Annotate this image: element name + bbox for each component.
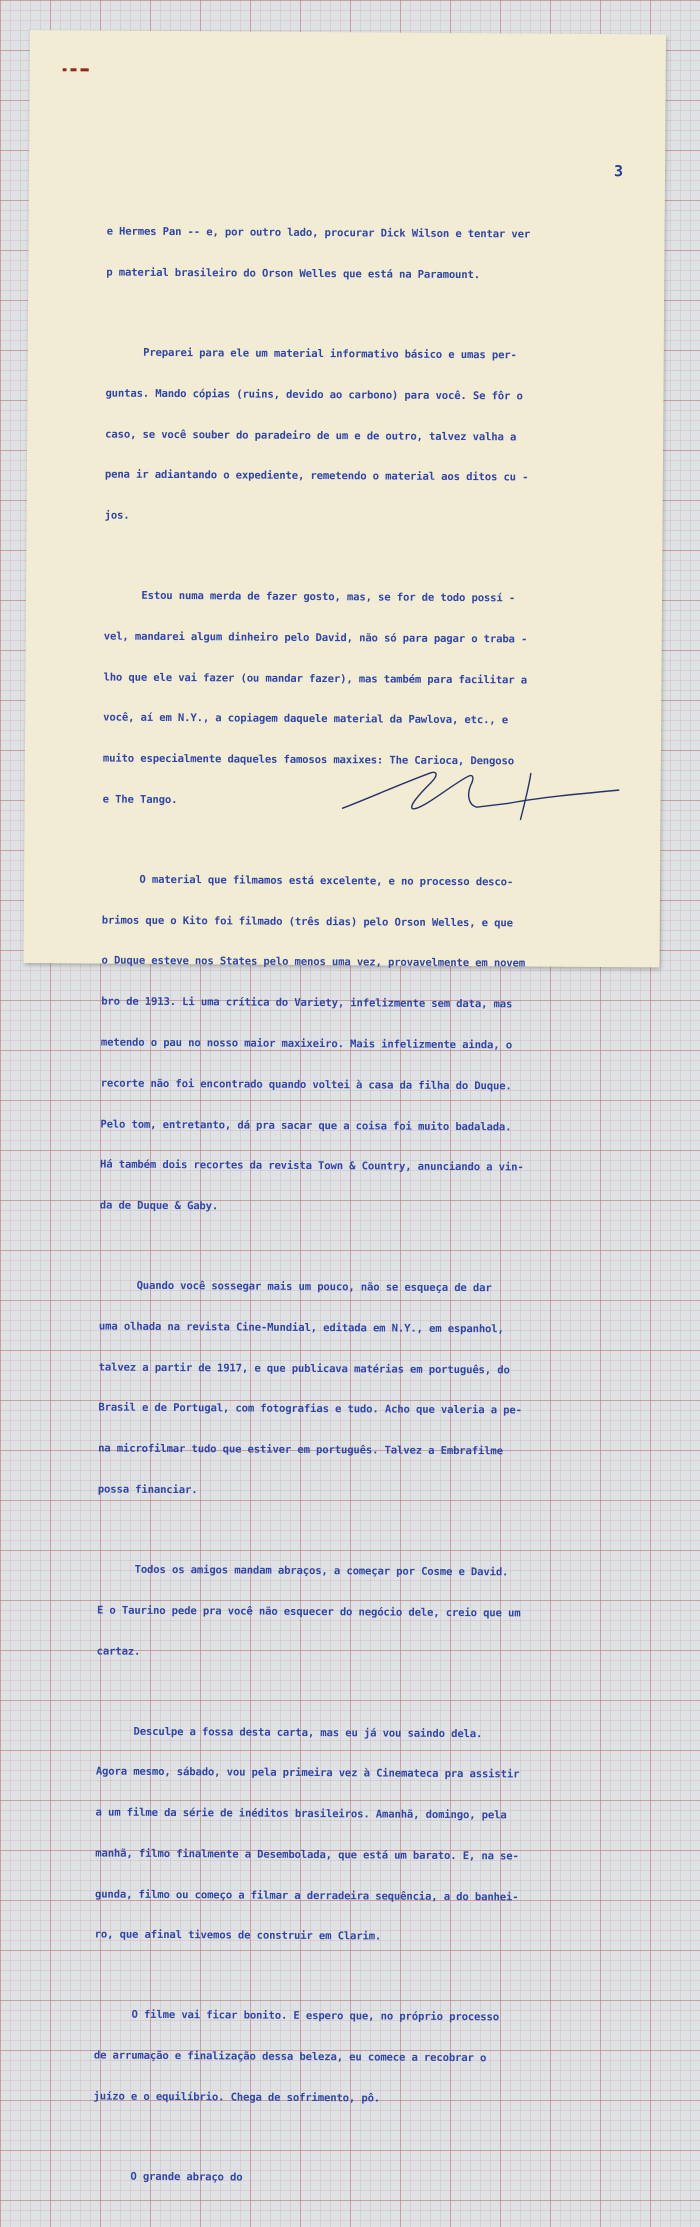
- closing: [93, 2143, 623, 2215]
- text-line: Estou numa merda de fazer gosto, mas, se for de todo possí -: [104, 589, 516, 605]
- text-line: p material brasileiro do Orson Welles que está na Paramount.: [106, 266, 481, 282]
- paragraph: [96, 1536, 627, 1689]
- paragraph: [94, 1698, 626, 1974]
- text-line: de arrumação e finalização dessa beleza, eu comece a recobrar o: [93, 2049, 487, 2065]
- paragraph: [98, 1252, 630, 1528]
- text-line: Quando você sossegar mais um pouco, não se esqueça de dar: [99, 1279, 492, 1295]
- text-line: e The Tango.: [102, 793, 178, 806]
- signature: [338, 762, 628, 824]
- text-line: Preparei para ele um material informativo básico e umas per-: [105, 346, 517, 362]
- paragraph: [106, 199, 637, 311]
- text-line: guntas. Mando cópias (ruins, devido ao carbono) para você. Se fôr o: [105, 387, 523, 403]
- text-line: Brasil e de Portugal, com fotografias e tudo. Acho que valeria a pe-: [98, 1401, 522, 1417]
- text-line: metendo o pau no nosso maior maxixeiro. Mais infelizmente ainda, o: [100, 1036, 513, 1052]
- text-line: talvez a partir de 1917, e que publicava matérias em português, do: [98, 1361, 510, 1377]
- text-line: O filme vai ficar bonito. E espero que, no próprio processo: [94, 2008, 500, 2024]
- text-line: Agora mesmo, sábado, vou pela primeira vez à Cinemateca pra assistir: [95, 1765, 520, 1781]
- text-line: Todos os amigos mandam abraços, a começar por Cosme e David.: [97, 1563, 509, 1579]
- text-line: O material que filmamos está excelente, e no processo desco-: [102, 873, 514, 889]
- text-line: pena ir adiantando o expediente, remetendo o material aos ditos cu -: [104, 468, 529, 484]
- text-line: E o Taurino pede pra você não esquecer do negócio dele, creio que um: [96, 1604, 521, 1620]
- text-line: e Hermes Pan -- e, por outro lado, procurar Dick Wilson e tentar ver: [106, 225, 531, 241]
- text-line: muito especialmente daqueles famosos maxixes: The Carioca, Dengoso: [102, 752, 514, 768]
- page-number: 3: [613, 162, 624, 181]
- letter-sheet: [23, 30, 665, 2184]
- paragraph: [93, 1982, 624, 2135]
- text-line: cartaz.: [96, 1645, 141, 1658]
- text-line: caso, se você souber do paradeiro de um e de outro, talvez valha a: [105, 428, 517, 443]
- text-line: Há também dois recortes da revista Town & Country, anunciando a vin-: [100, 1158, 524, 1174]
- paragraph: [104, 319, 636, 554]
- text-line: Pelo tom, entretanto, dá pra sacar que a coisa foi muito badalada.: [100, 1118, 512, 1133]
- text-line: bro de 1913. Li uma crítica do Variety, infelizmente sem data, mas: [101, 995, 513, 1011]
- text-line: você, aí em N.Y., a copiagem daquele material da Pawlova, etc., e: [103, 711, 509, 727]
- text-line: recorte não foi encontrado quando voltei à casa da filha do Duque.: [100, 1077, 512, 1093]
- text-line: o Duque esteve nos States pelo menos uma vez, provavelmente em novem: [101, 954, 526, 970]
- text-line: Desculpe a fossa desta carta, mas eu já vou saindo dela.: [96, 1725, 483, 1740]
- text-line: lho que ele vai fazer (ou mandar fazer), mas também para facilitar a: [103, 671, 528, 687]
- text-line: a um filme da série de inéditos brasileiros. Amanhã, domingo, pela: [95, 1806, 507, 1822]
- punch-mark: [63, 68, 89, 71]
- text-line: possa financiar.: [97, 1483, 198, 1497]
- letter-body: [93, 199, 637, 2227]
- text-line: uma olhada na revista Cine-Mundial, editada em N.Y., em espanhol,: [98, 1320, 504, 1336]
- text-line: ro, que afinal tivemos de construir em Clarim.: [94, 1928, 382, 1943]
- text-line: na microfilmar tudo que estiver em português. Talvez a Embrafilme: [98, 1442, 503, 1458]
- text-line: juízo e o equilíbrio. Chega de sofrimento, pô.: [93, 2090, 381, 2105]
- text-line: O grande abraço do: [92, 2170, 243, 2184]
- text-line: manhã, filmo finalmente a Desembolada, que está um barato. E, na se-: [95, 1847, 519, 1863]
- paragraph: [100, 846, 633, 1244]
- text-line: vel, mandarei algum dinheiro pelo David, não só para pagar o traba -: [103, 630, 528, 646]
- text-line: brimos que o Kito foi filmado (três dias) pelo Orson Welles, e que: [101, 914, 513, 930]
- text-line: da de Duque & Gaby.: [99, 1199, 219, 1213]
- text-line: gunda, filmo ou começo a filmar a derradeira sequência, a do banhei-: [94, 1888, 519, 1904]
- text-line: jos.: [104, 509, 130, 522]
